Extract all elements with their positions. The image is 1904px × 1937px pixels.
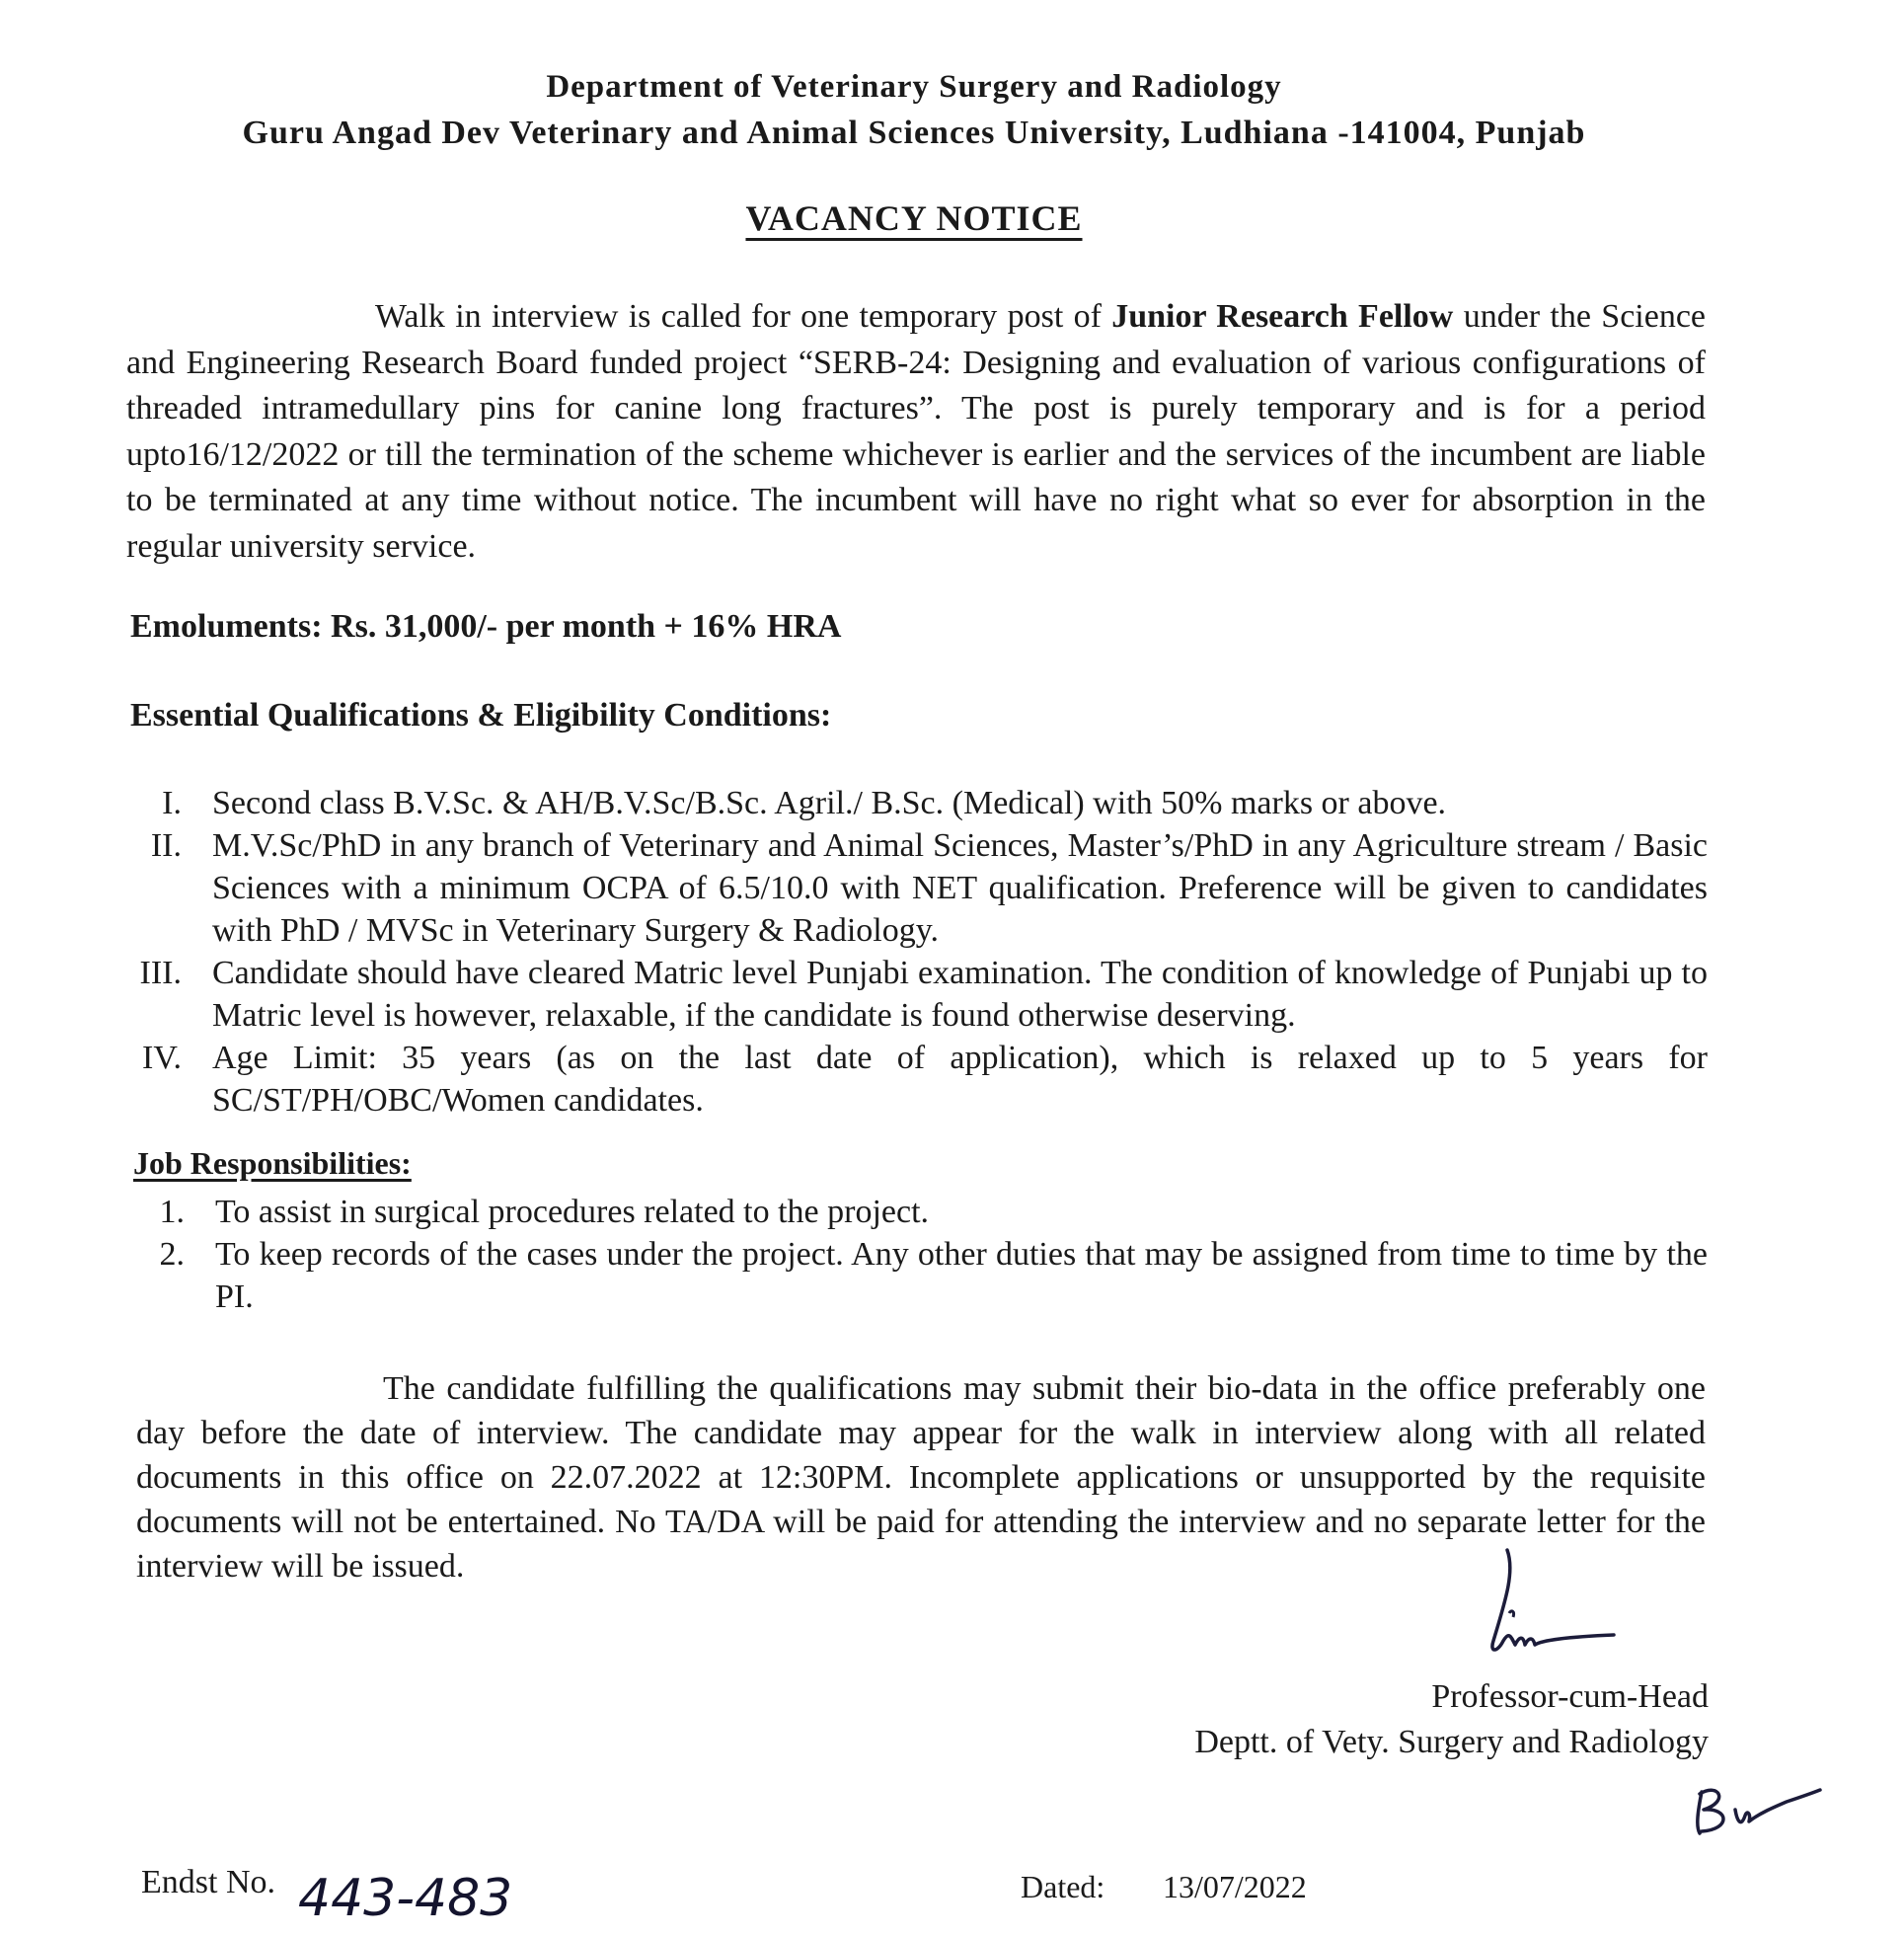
item-number: II. [150,827,182,864]
intro-part2: under the Science and Engineering Research Board funded project “SERB-24: Designing and evaluation of various configurations of threaded intramedullary pins for canine long fractures”. The post is purely temporary and is for a period upto16/12/2022 or till the termination of the scheme whichever is earlier and the services of the incumbent are liable to be terminated at any time without notice. The incumbent will have no right what so ever for absorption in the regular university service. [126,298,1707,565]
dated-label: Dated: [1021,1869,1105,1904]
initials-signature [1690,1772,1828,1841]
endorsement-number: 443-483 [298,1869,513,1928]
head-signature [1476,1542,1624,1670]
endorsement-number-handwritten [296,1856,577,1935]
item-number: 2. [159,1236,185,1273]
item-text: M.V.Sc/PhD in any branch of Veterinary and Animal Sciences, Master’s/PhD in any Agriculture stream / Basic Sciences with a minimum OCPA of 6.5/10.0 with NET qualification. Preference will be given to candidates with PhD / MVSc in Veterinary Surgery & Radiology. [212,827,1708,949]
department-heading: Department of Veterinary Surgery and Radiology [546,69,1282,105]
qualifications-heading: Essential Qualifications & Eligibility Conditions: [130,697,832,734]
item-number: IV. [142,1040,182,1076]
post-name: Junior Research Fellow [1111,298,1454,335]
intro-paragraph [126,294,1706,570]
qualification-item [130,782,1708,824]
item-text: To assist in surgical procedures related to the project. [215,1194,930,1230]
notice-title-wrap [0,197,1828,239]
signatory-department: Deptt. of Vety. Surgery and Radiology [1194,1724,1709,1760]
qualification-item [130,952,1708,1037]
job-item [133,1233,1708,1318]
item-number: III. [139,955,182,991]
job-responsibilities-list [133,1191,1708,1318]
qualification-item [130,1037,1708,1122]
signatory-designation: Professor-cum-Head [1431,1678,1709,1715]
item-text: To keep records of the cases under the project. Any other duties that may be assigned from time to time by the PI. [215,1236,1708,1315]
item-number: 1. [159,1194,185,1230]
job-responsibilities-heading: Job Responsibilities: [133,1145,412,1181]
endorsement-label: Endst No. [141,1864,275,1900]
item-text: Candidate should have cleared Matric level Punjabi examination. The condition of knowledge of Punjabi up to Matric level is however, relaxable, if the candidate is found otherwise deserving. [212,955,1708,1034]
item-text: Second class B.V.Sc. & AH/B.V.Sc/B.Sc. Agril./ B.Sc. (Medical) with 50% marks or above. [212,785,1447,821]
closing-text: The candidate fulfilling the qualifications may submit their bio-data in the office preferably one day before the date of interview. The candidate may appear for the walk in interview along with all related documents in this office on 22.07.2022 at 12:30PM. Incomplete applications or unsupported by the requisite documents will not be entertained. No TA/DA will be paid for attending the interview and no separate letter for the interview will be issued. [136,1370,1706,1585]
university-heading: Guru Angad Dev Veterinary and Animal Sciences University, Ludhiana -141004, Punjab [242,115,1586,151]
closing-paragraph [136,1366,1706,1588]
item-number: I. [162,785,182,821]
qualifications-list [130,782,1708,1122]
job-item [133,1191,1708,1233]
intro-part1: Walk in interview is called for one temporary post of [375,298,1112,335]
dated-value: 13/07/2022 [1163,1869,1307,1904]
item-text: Age Limit: 35 years (as on the last date of application), which is relaxed up to 5 years for SC/ST/PH/OBC/Women candidates. [212,1040,1708,1119]
notice-title: VACANCY NOTICE [745,198,1083,238]
qualification-item [130,824,1708,952]
emoluments: Emoluments: Rs. 31,000/- per month + 16% HRA [130,608,842,645]
